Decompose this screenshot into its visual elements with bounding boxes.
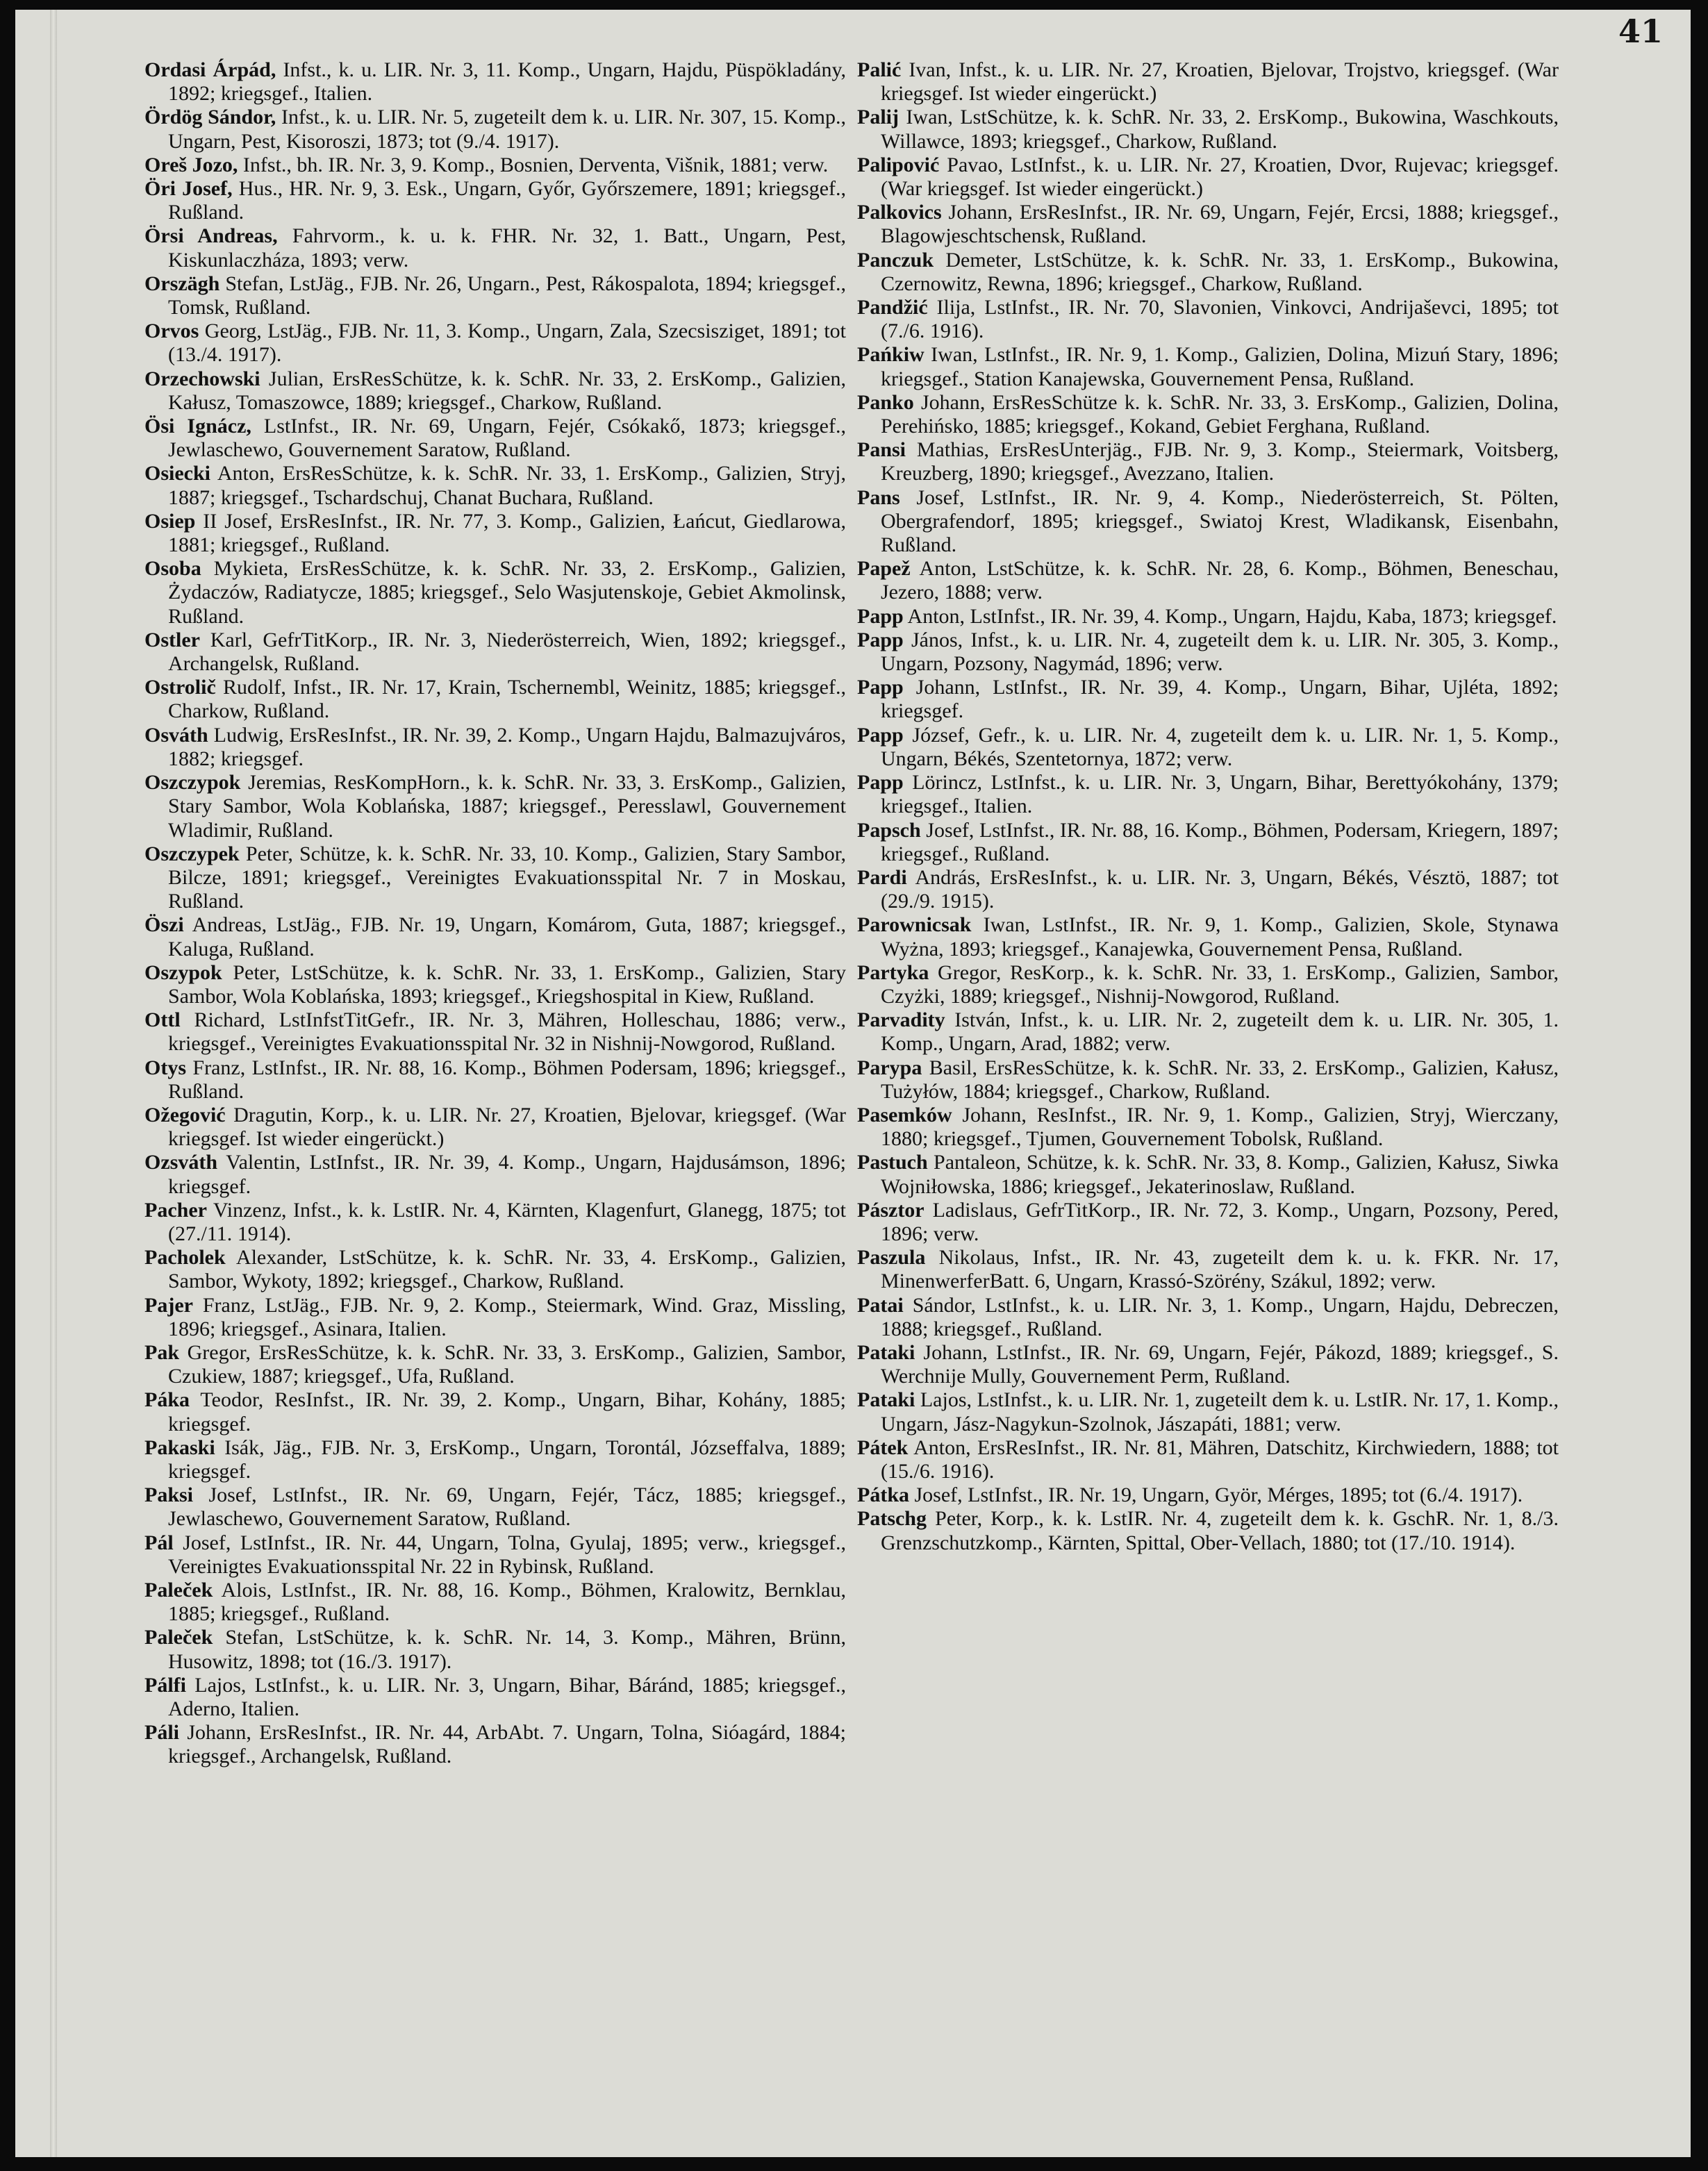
list-item — [144, 771, 846, 842]
entry-name: Papsch — [857, 818, 921, 842]
entry-details: Peter, Korp., k. k. LstIR. Nr. 4, zugeteilt dem k. k. GschR. Nr. 1, 8./3. Grenzschutzkomp., Kärnten, Spittal, Ober-Vellach, 1880; tot (17./10. 1914). — [881, 1507, 1559, 1554]
list-item — [144, 1056, 846, 1104]
entry-details: Hus., HR. Nr. 9, 3. Esk., Ungarn, Győr, Győrszemere, 1891; kriegsgef., Rußland. — [168, 177, 846, 224]
entry-details: Peter, Schütze, k. k. SchR. Nr. 33, 10. Komp., Galizien, Stary Sambor, Bilcze, 1891; kriegsgef., Vereinigtes Evakuationsspital Nr. 7 in Moskau, Rußland. — [168, 842, 846, 913]
list-item — [857, 58, 1559, 106]
list-item — [144, 319, 846, 367]
entry-name: Ösi Ignácz, — [144, 415, 251, 438]
list-item — [857, 1056, 1559, 1104]
entry-name: Otys — [144, 1056, 186, 1079]
entry-name: Pacholek — [144, 1246, 226, 1270]
entry-name: Patai — [857, 1293, 904, 1317]
entry-details: János, Infst., k. u. LIR. Nr. 4, zugeteilt dem k. u. LIR. Nr. 305, 3. Komp., Ungarn, Pozsony, Nagymád, 1896; verw. — [881, 628, 1559, 676]
entry-details: Anton, ErsResInfst., IR. Nr. 81, Mähren, Datschitz, Kirchwiedern, 1888; tot (15./6. 1916). — [881, 1436, 1559, 1483]
entry-details: Stefan, LstJäg., FJB. Nr. 26, Ungarn., Pest, Rákospalota, 1894; kriegsgef., Tomsk, Rußland. — [168, 272, 846, 319]
entry-details: Johann, LstInfst., IR. Nr. 39, 4. Komp., Ungarn, Bihar, Ujléta, 1892; kriegsgef. — [881, 676, 1559, 723]
entry-name: Parypa — [857, 1056, 922, 1079]
entry-details: Johann, ErsResInfst., IR. Nr. 69, Ungarn, Fejér, Ercsi, 1888; kriegsgef., Blagowjeschtschensk, Rußland. — [881, 201, 1559, 248]
column-right — [857, 58, 1559, 2128]
list-item — [857, 343, 1559, 390]
entry-details: Julian, ErsResSchütze, k. k. SchR. Nr. 33, 2. ErsKomp., Galizien, Kałusz, Tomaszowce, 1889; kriegsgef., Charkow, Rußland. — [168, 367, 846, 414]
entry-details: Anton, LstInfst., IR. Nr. 39, 4. Komp., Ungarn, Hajdu, Kaba, 1873; kriegsgef. — [903, 604, 1557, 628]
entry-details: Sándor, LstInfst., k. u. LIR. Nr. 3, 1. Komp., Ungarn, Hajdu, Debreczen, 1888; kriegsgef., Rußland. — [881, 1293, 1559, 1340]
entry-name: Palić — [857, 58, 902, 81]
entry-details: Valentin, LstInfst., IR. Nr. 39, 4. Komp., Ungarn, Hajdusámson, 1896; kriegsgef. — [168, 1151, 846, 1198]
entry-name: Pakaski — [144, 1436, 215, 1459]
list-item — [857, 771, 1559, 818]
entry-name: Papp — [857, 723, 904, 747]
entry-name: Papp — [857, 771, 904, 795]
entry-details: Vinzenz, Infst., k. k. LstIR. Nr. 4, Kärnten, Klagenfurt, Glanegg, 1875; tot (27./11. 1914). — [168, 1198, 846, 1245]
entry-name: Palkovics — [857, 201, 942, 224]
entry-name: Pálfi — [144, 1673, 186, 1697]
list-item — [144, 1199, 846, 1246]
entry-name: Pataki — [857, 1388, 915, 1412]
entry-name: Ottl — [144, 1008, 181, 1032]
entry-name: Paszula — [857, 1246, 926, 1270]
entry-details: Josef, LstInfst., IR. Nr. 69, Ungarn, Fejér, Tácz, 1885; kriegsgef., Jewlaschewo, Gouvernement Saratow, Rußland. — [168, 1483, 846, 1531]
column-left — [144, 58, 846, 2128]
list-item — [857, 106, 1559, 153]
list-item — [144, 1388, 846, 1436]
list-item — [144, 272, 846, 319]
entry-name: Páli — [144, 1721, 179, 1745]
entry-name: Öszi — [144, 913, 184, 937]
entry-details: II Josef, ErsResInfst., IR. Nr. 77, 3. Komp., Galizien, Łańcut, Giedlarowa, 1881; kriegsgef., Rußland. — [168, 509, 846, 557]
entry-name: Patschg — [857, 1507, 927, 1531]
entry-details: Gregor, ErsResSchütze, k. k. SchR. Nr. 33, 3. ErsKomp., Galizien, Sambor, Czukiew, 1887; kriegsgef., Ufa, Rußland. — [168, 1340, 846, 1388]
entry-name: Pásztor — [857, 1198, 925, 1222]
entry-details: Lörincz, LstInfst., k. u. LIR. Nr. 3, Ungarn, Bihar, Berettyókohány, 1379; kriegsgef., Italien. — [881, 771, 1559, 818]
list-item — [857, 557, 1559, 604]
list-item — [144, 1483, 846, 1531]
list-item — [144, 1151, 846, 1198]
entry-details: Peter, LstSchütze, k. k. SchR. Nr. 33, 1. ErsKomp., Galizien, Stary Sambor, Wola Koblańska, 1893; kriegsgef., Kriegshospital in Kiew, Rußland. — [168, 960, 846, 1008]
entry-details: Stefan, LstSchütze, k. k. SchR. Nr. 14, 3. Komp., Mähren, Brünn, Husowitz, 1898; tot (16./3. 1917). — [168, 1626, 846, 1673]
entry-name: Paleček — [144, 1626, 213, 1649]
entry-name: Osiecki — [144, 462, 210, 485]
entry-details: Ilija, LstInfst., IR. Nr. 70, Slavonien, Vinkovci, Andrijaševci, 1895; tot (7./6. 1916). — [881, 296, 1559, 343]
entry-details: Isák, Jäg., FJB. Nr. 3, ErsKomp., Ungarn, Torontál, Józseffalva, 1889; kriegsgef. — [168, 1436, 846, 1483]
entry-name: Pansi — [857, 438, 906, 462]
entry-details: Iwan, LstSchütze, k. k. SchR. Nr. 33, 2. ErsKomp., Bukowina, Waschkouts, Willawce, 1893; kriegsgef., Charkow, Rußland. — [881, 106, 1559, 153]
entry-name: Pasemków — [857, 1103, 952, 1126]
list-item — [857, 961, 1559, 1008]
entry-name: Pál — [144, 1531, 174, 1554]
entry-details: Franz, LstInfst., IR. Nr. 88, 16. Komp., Böhmen Podersam, 1896; kriegsgef., Rußland. — [168, 1056, 846, 1103]
list-item — [144, 462, 846, 509]
entry-name: Papež — [857, 557, 911, 581]
list-item — [857, 1008, 1559, 1056]
entry-details: Richard, LstInfstTitGefr., IR. Nr. 3, Mähren, Holleschau, 1886; verw., kriegsgef., Vereinigtes Evakuationsspital Nr. 32 in Nishnij-Nowgorod, Rußland. — [168, 1008, 846, 1056]
entry-details: Ladislaus, GefrTitKorp., IR. Nr. 72, 3. Komp., Ungarn, Pozsony, Pered, 1896; verw. — [881, 1198, 1559, 1245]
list-item — [144, 1341, 846, 1388]
entry-name: Ožegović — [144, 1103, 226, 1126]
entry-name: Pans — [857, 485, 900, 509]
entry-name: Oreš Jozo, — [144, 153, 238, 176]
entry-details: Alois, LstInfst., IR. Nr. 88, 16. Komp., Böhmen, Kralowitz, Bernklau, 1885; kriegsgef., Rußland. — [168, 1579, 846, 1626]
entry-name: Papp — [857, 676, 904, 699]
entry-details: Ludwig, ErsResInfst., IR. Nr. 39, 2. Komp., Ungarn Hajdu, Balmazujváros, 1882; kriegsgef. — [168, 723, 846, 770]
entry-name: Ördög Sándor, — [144, 106, 276, 129]
list-item — [144, 724, 846, 771]
entry-name: Pandžić — [857, 296, 928, 319]
entry-details: Rudolf, Infst., IR. Nr. 17, Krain, Tschernembl, Weinitz, 1885; kriegsgef., Charkow, Rußland. — [168, 676, 846, 723]
list-item — [144, 367, 846, 415]
entry-details: Josef, LstInfst., IR. Nr. 9, 4. Komp., Niederösterreich, St. Pölten, Obergrafendorf, 1895; kriegsgef., Swiatoj Krest, Wladikansk, Eisenbahn, Rußland. — [881, 485, 1559, 557]
list-item — [857, 1507, 1559, 1554]
entry-details: Dragutin, Korp., k. u. LIR. Nr. 27, Kroatien, Bjelovar, kriegsgef. (War kriegsgef. Ist wieder eingerückt.) — [168, 1103, 846, 1151]
list-item — [857, 605, 1559, 629]
entry-name: Parownicsak — [857, 913, 972, 937]
entry-name: Palij — [857, 106, 899, 129]
list-item — [857, 1388, 1559, 1436]
entry-name: Pardi — [857, 865, 907, 889]
entry-details: Jeremias, ResKompHorn., k. k. SchR. Nr. 33, 3. ErsKomp., Galizien, Stary Sambor, Wola Koblańska, 1887; kriegsgef., Peresslawl, Gouvernement Wladimir, Rußland. — [168, 771, 846, 842]
entry-details: Lajos, LstInfst., k. u. LIR. Nr. 1, zugeteilt dem k. u. LstIR. Nr. 17, 1. Komp., Ungarn, Jász-Nagykun-Szolnok, Jászapáti, 1881; verw. — [881, 1388, 1559, 1436]
entry-name: Osváth — [144, 723, 208, 747]
entry-details: Basil, ErsResSchütze, k. k. SchR. Nr. 33, 2. ErsKomp., Galizien, Kałusz, Tużyłów, 1884; kriegsgef., Charkow, Rußland. — [881, 1056, 1559, 1103]
entry-name: Ordasi Árpád, — [144, 58, 276, 81]
entry-details: Andreas, LstJäg., FJB. Nr. 19, Ungarn, Komárom, Guta, 1887; kriegsgef., Kaluga, Rußland. — [168, 913, 846, 960]
entry-name: Oszczypek — [144, 842, 240, 865]
entry-name: Pataki — [857, 1340, 915, 1364]
entry-details: Franz, LstJäg., FJB. Nr. 9, 2. Komp., Steiermark, Wind. Graz, Missling, 1896; kriegsgef., Asinara, Italien. — [168, 1293, 846, 1340]
entry-name: Páka — [144, 1388, 190, 1412]
entry-name: Partyka — [857, 960, 929, 984]
entry-name: Pańkiw — [857, 343, 925, 367]
entry-details: Anton, LstSchütze, k. k. SchR. Nr. 28, 6. Komp., Böhmen, Beneschau, Jezero, 1888; verw. — [881, 557, 1559, 604]
list-item — [144, 1579, 846, 1626]
entry-details: Anton, ErsResSchütze, k. k. SchR. Nr. 33, 1. ErsKomp., Galizien, Stryj, 1887; kriegsgef., Tschardschuj, Chanat Buchara, Rußland. — [168, 462, 846, 509]
entry-details: Josef, LstInfst., IR. Nr. 44, Ungarn, Tolna, Gyulaj, 1895; verw., kriegsgef., Vereinigtes Evakuationsspital Nr. 22 in Rybinsk, Rußland. — [168, 1531, 846, 1578]
list-item — [857, 724, 1559, 771]
entry-details: Infst., k. u. LIR. Nr. 5, zugeteilt dem k. u. LIR. Nr. 307, 15. Komp., Ungarn, Pest, Kisoroszi, 1873; tot (9./4. 1917). — [168, 106, 846, 153]
list-item — [144, 1104, 846, 1151]
entry-name: Parvadity — [857, 1008, 945, 1032]
entry-details: Pantaleon, Schütze, k. k. SchR. Nr. 33, 8. Komp., Galizien, Kałusz, Siwka Wojniłowska, 1886; kriegsgef., Jekaterinoslaw, Rußland. — [881, 1151, 1559, 1198]
entry-details: András, ErsResInfst., k. u. LIR. Nr. 3, Ungarn, Békés, Vésztö, 1887; tot (29./9. 1915). — [881, 865, 1559, 913]
list-item — [857, 438, 1559, 485]
list-item — [857, 866, 1559, 913]
list-item — [144, 1436, 846, 1483]
list-item — [857, 1246, 1559, 1293]
entry-name: Ostrolič — [144, 676, 216, 699]
list-item — [857, 676, 1559, 723]
list-item — [144, 224, 846, 272]
entry-details: Gregor, ResKorp., k. k. SchR. Nr. 33, 1. ErsKomp., Galizien, Sambor, Czyżki, 1889; kriegsgef., Nishnij-Nowgorod, Rußland. — [881, 960, 1559, 1008]
list-item — [144, 153, 846, 177]
list-item — [144, 1294, 846, 1341]
page-sheet — [15, 10, 1691, 2157]
entry-name: Öri Josef, — [144, 177, 233, 201]
list-item — [144, 177, 846, 224]
list-item — [144, 1246, 846, 1293]
entry-name: Oszczypok — [144, 771, 241, 795]
list-item — [144, 1674, 846, 1721]
entry-details: József, Gefr., k. u. LIR. Nr. 4, zugeteilt dem k. u. LIR. Nr. 1, 5. Komp., Ungarn, Békés, Szentetornya, 1872; verw. — [881, 723, 1559, 770]
list-item — [857, 201, 1559, 248]
entry-name: Pajer — [144, 1293, 193, 1317]
entry-name: Panko — [857, 390, 914, 414]
list-item — [857, 391, 1559, 438]
entry-details: Ivan, Infst., k. u. LIR. Nr. 27, Kroatien, Bjelovar, Trojstvo, kriegsgef. (War kriegsgef. Ist wieder eingerückt.) — [881, 58, 1559, 106]
entry-details: Alexander, LstSchütze, k. k. SchR. Nr. 33, 4. ErsKomp., Galizien, Sambor, Wykoty, 1892; kriegsgef., Charkow, Rußland. — [168, 1246, 846, 1293]
entry-details: Georg, LstJäg., FJB. Nr. 11, 3. Komp., Ungarn, Zala, Szecsisziget, 1891; tot (13./4. 1917). — [168, 319, 846, 367]
entry-details: Fahrvorm., k. u. k. FHR. Nr. 32, 1. Batt., Ungarn, Pest, Kiskunlaczháza, 1893; verw. — [168, 224, 846, 272]
list-item — [144, 842, 846, 914]
list-item — [857, 249, 1559, 296]
entry-details: Mykieta, ErsResSchütze, k. k. SchR. Nr. 33, 2. ErsKomp., Galizien, Żydaczów, Radiatycze, 1885; kriegsgef., Selo Wasjutenskoje, Gebiet Akmolinsk, Rußland. — [168, 557, 846, 628]
list-item — [857, 486, 1559, 558]
entry-details: Iwan, LstInfst., IR. Nr. 9, 1. Komp., Galizien, Dolina, Mizuń Stary, 1896; kriegsgef., Station Kanajewska, Gouvernement Pensa, Rußland. — [881, 343, 1559, 390]
entry-details: Johann, ResInfst., IR. Nr. 9, 1. Komp., Galizien, Stryj, Wierczany, 1880; kriegsgef., Tjumen, Gouvernement Tobolsk, Rußland. — [881, 1103, 1559, 1151]
entry-details: Mathias, ErsResUnterjäg., FJB. Nr. 9, 3. Komp., Steiermark, Voitsberg, Kreuzberg, 1890; kriegsgef., Avezzano, Italien. — [881, 438, 1559, 485]
list-item — [857, 819, 1559, 866]
list-item — [144, 676, 846, 723]
entry-details: Josef, LstInfst., IR. Nr. 19, Ungarn, Györ, Mérges, 1895; tot (6./4. 1917). — [909, 1483, 1523, 1507]
entry-name: Panczuk — [857, 248, 934, 272]
entry-name: Orszägh — [144, 272, 220, 295]
entry-name: Osoba — [144, 557, 201, 581]
entry-name: Ostler — [144, 628, 200, 651]
list-item — [857, 1483, 1559, 1507]
binding-shadow — [50, 10, 57, 2157]
list-item — [144, 1626, 846, 1673]
entry-details: Infst., k. u. LIR. Nr. 3, 11. Komp., Ungarn, Hajdu, Püspökladány, 1892; kriegsgef., Italien. — [168, 58, 846, 106]
list-item — [144, 1531, 846, 1579]
list-item — [144, 106, 846, 153]
entry-name: Papp — [857, 604, 904, 628]
entry-name: Pacher — [144, 1198, 207, 1222]
entry-name: Palipović — [857, 153, 940, 176]
list-item — [857, 1151, 1559, 1198]
entry-details: Johann, ErsResInfst., IR. Nr. 44, ArbAbt. 7. Ungarn, Tolna, Sióagárd, 1884; kriegsgef., Archangelsk, Rußland. — [168, 1721, 846, 1768]
entry-name: Orzechowski — [144, 367, 260, 390]
list-item — [144, 1008, 846, 1056]
entry-details: LstInfst., IR. Nr. 69, Ungarn, Fejér, Csókakő, 1873; kriegsgef., Jewlaschewo, Gouvernement Saratow, Rußland. — [168, 415, 846, 462]
entry-details: Johann, LstInfst., IR. Nr. 69, Ungarn, Fejér, Pákozd, 1889; kriegsgef., S. Werchnije Mully, Gouvernement Perm, Rußland. — [881, 1340, 1559, 1388]
list-item — [857, 1199, 1559, 1246]
list-item — [857, 153, 1559, 201]
entry-name: Pátek — [857, 1436, 909, 1459]
entry-name: Paleček — [144, 1579, 213, 1602]
list-item — [144, 58, 846, 106]
entry-name: Osiep — [144, 509, 196, 533]
list-item — [857, 1294, 1559, 1341]
list-item — [144, 415, 846, 462]
list-item — [857, 913, 1559, 960]
list-item — [144, 629, 846, 676]
entry-details: Johann, ErsResSchütze k. k. SchR. Nr. 33, 3. ErsKomp., Galizien, Dolina, Perehińsko, 1885; kriegsgef., Kokand, Gebiet Ferghana, Rußland. — [881, 390, 1559, 438]
list-item — [857, 1341, 1559, 1388]
entry-details: Karl, GefrTitKorp., IR. Nr. 3, Niederösterreich, Wien, 1892; kriegsgef., Archangelsk, Rußland. — [168, 628, 846, 676]
entry-name: Pak — [144, 1340, 180, 1364]
entry-name: Pátka — [857, 1483, 909, 1507]
list-item — [144, 1721, 846, 1768]
entry-name: Pastuch — [857, 1151, 928, 1174]
list-item — [857, 1436, 1559, 1483]
entry-details: Demeter, LstSchütze, k. k. SchR. Nr. 33, 1. ErsKomp., Bukowina, Czernowitz, Rewna, 1896; kriegsgef., Charkow, Rußland. — [881, 248, 1559, 295]
entry-details: Infst., bh. IR. Nr. 3, 9. Komp., Bosnien, Derventa, Višnik, 1881; verw. — [238, 153, 829, 176]
list-item — [144, 557, 846, 629]
entry-name: Paksi — [144, 1483, 194, 1507]
list-item — [144, 961, 846, 1008]
entry-details: Lajos, LstInfst., k. u. LIR. Nr. 3, Ungarn, Bihar, Báránd, 1885; kriegsgef., Aderno, Italien. — [168, 1673, 846, 1721]
entry-name: Oszypok — [144, 960, 222, 984]
entry-details: Teodor, ResInfst., IR. Nr. 39, 2. Komp., Ungarn, Bihar, Kohány, 1885; kriegsgef. — [168, 1388, 846, 1436]
page-number: 41 — [1618, 13, 1663, 50]
entry-details: Iwan, LstInfst., IR. Nr. 9, 1. Komp., Galizien, Skole, Stynawa Wyżna, 1893; kriegsgef., Kanajewka, Gouvernement Pensa, Rußland. — [881, 913, 1559, 960]
list-item — [144, 510, 846, 557]
entry-details: Pavao, LstInfst., k. u. LIR. Nr. 27, Kroatien, Dvor, Rujevac; kriegsgef. (War kriegsgef. Ist wieder eingerückt.) — [881, 153, 1559, 201]
entry-name: Örsi Andreas, — [144, 224, 278, 248]
entry-details: István, Infst., k. u. LIR. Nr. 2, zugeteilt dem k. u. LIR. Nr. 305, 1. Komp., Ungarn, Arad, 1882; verw. — [881, 1008, 1559, 1056]
entry-name: Ozsváth — [144, 1151, 217, 1174]
list-item — [857, 1104, 1559, 1151]
entry-details: Josef, LstInfst., IR. Nr. 88, 16. Komp., Böhmen, Podersam, Kriegern, 1897; kriegsgef., Rußland. — [881, 818, 1559, 865]
list-item — [144, 913, 846, 960]
list-item — [857, 629, 1559, 676]
entry-name: Papp — [857, 628, 904, 651]
entry-details: Nikolaus, Infst., IR. Nr. 43, zugeteilt dem k. u. k. FKR. Nr. 17, MinenwerferBatt. 6, Ungarn, Krassó-Szörény, Szákul, 1892; verw. — [881, 1246, 1559, 1293]
list-item — [857, 296, 1559, 343]
entry-name: Orvos — [144, 319, 199, 343]
